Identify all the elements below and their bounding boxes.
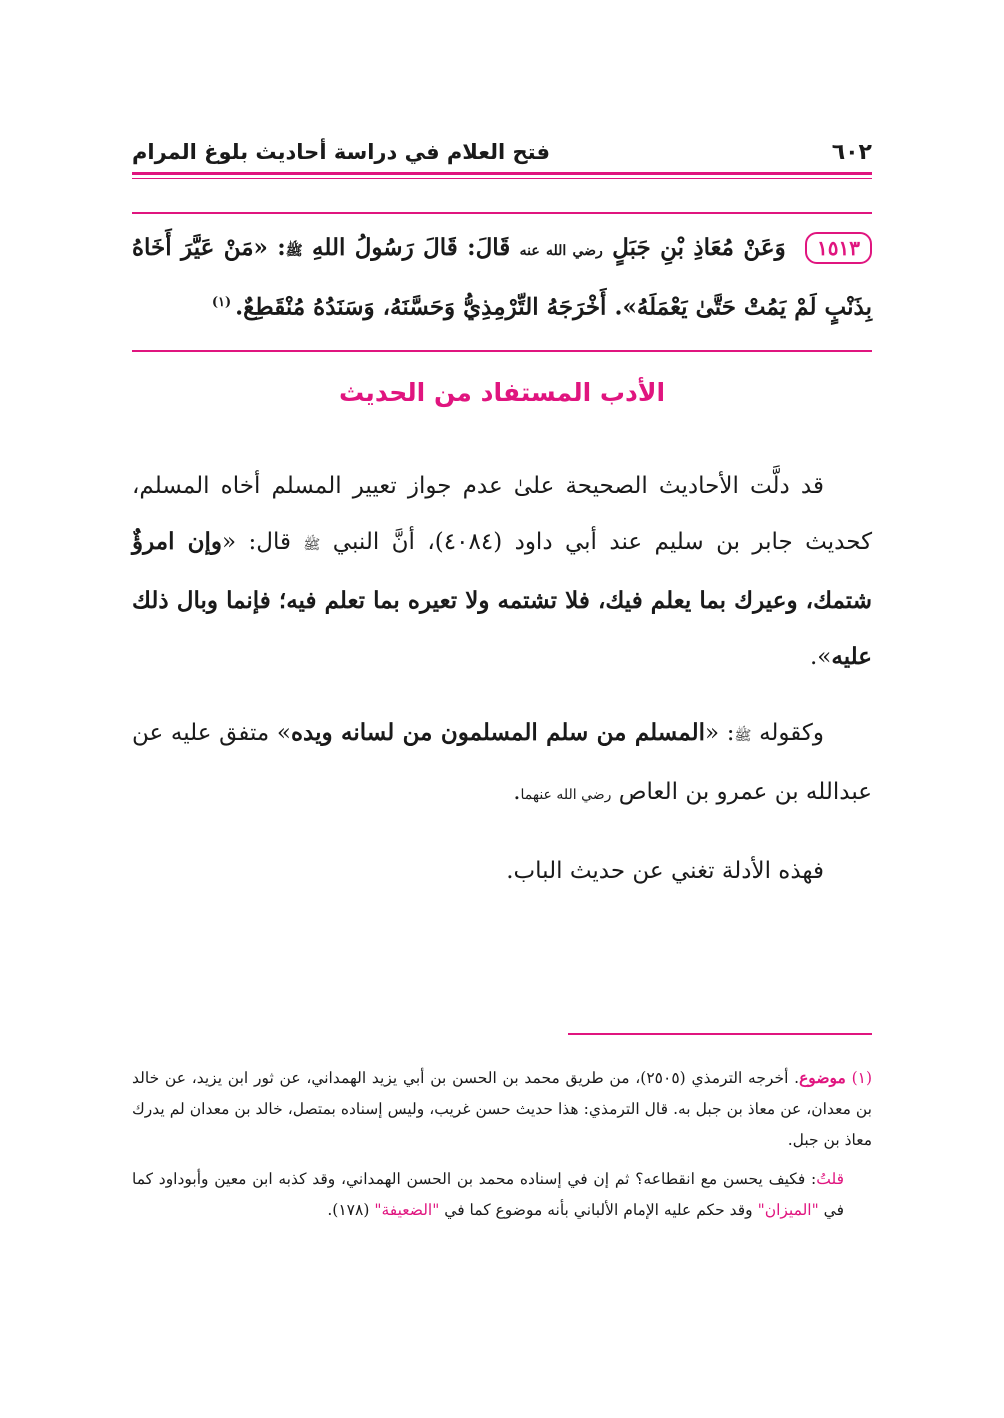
footnote-2-text-a: : فكيف يحسن مع انقطاعه؟ ثم إن في إسناده محمد بن الحسن الهمداني، وقد كذبه ابن معين وأبوداود كما في: [132, 1170, 844, 1219]
footnote-1: [132, 1062, 872, 1156]
p2-text-b: : «: [704, 720, 735, 746]
paragraph-1: [132, 458, 872, 685]
footnote-2-text-c: (١٧٨).: [327, 1201, 375, 1219]
footnotes: [132, 1062, 872, 1234]
p1-text-a: قد دلَّت الأحاديث الصحيحة علىٰ عدم جواز تعيير المسلم أخاه المسلم، كحديث جابر بن سليم عند أبي داود (٤٠٨٤)، أنَّ النبي: [132, 473, 873, 555]
footnote-2-ref-mizan: "الميزان": [757, 1201, 819, 1219]
paragraph-2: [132, 705, 872, 823]
p1-text-c: ».: [810, 644, 832, 670]
footnote-2: [132, 1164, 872, 1226]
p2-text-d: .: [513, 779, 521, 805]
honorific-salla: ﷺ: [734, 728, 752, 744]
footnote-1-label: موضوع: [799, 1068, 846, 1087]
p2-quote: المسلم من سلم المسلمون من لسانه ويده: [291, 719, 705, 746]
p2-text-c: » متفق عليه عن عبدالله بن عمرو بن العاص: [132, 720, 872, 805]
hadith-number-badge: ١٥١٣: [805, 232, 872, 264]
hadith-block: [132, 222, 872, 334]
honorific-salla: ﷺ: [303, 537, 321, 553]
hadith-rule-bottom: [132, 350, 872, 352]
page-header: [132, 132, 872, 172]
hadith-text-3: : «مَنْ عَيَّرَ أَخَاهُ بِذَنْبٍ لَمْ يَمُتْ حَتَّىٰ يَعْمَلَهُ». أَخْرَجَهُ التِّرْمِذِيُّ وَحَسَّنَهُ، وَسَنَدُهُ مُنْقَطِعٌ.: [132, 234, 872, 321]
p1-quote: وإن امرؤٌ شتمك، وعيرك بما يعلم فيك، فلا تشتمه ولا تعيره بما تعلم فيه؛ فإنما وبال ذلك عليه: [132, 528, 872, 670]
hadith-text-1: وَعَنْ مُعَاذِ بْنِ جَبَلٍ: [612, 234, 786, 261]
p2-text-a: وكقوله: [759, 720, 824, 746]
paragraph-3: فهذه الأدلة تغني عن حديث الباب.: [506, 858, 824, 884]
footnote-2-text-b: وقد حكم عليه الإمام الألباني بأنه موضوع كما في: [439, 1201, 758, 1219]
book-title: فتح العلام في دراسة أحاديث بلوغ المرام: [132, 140, 550, 164]
honorific-radiallahu: رضي الله عنه: [519, 243, 603, 259]
footnote-separator: [568, 1033, 872, 1035]
hadith-text-2: قَالَ: قَالَ رَسُولُ اللهِ: [312, 234, 511, 261]
footnote-1-number: (١): [851, 1069, 873, 1087]
footnote-reference[interactable]: (١): [211, 295, 232, 310]
header-rule-thick: [132, 172, 872, 175]
body-text: [132, 458, 872, 919]
page-number: ٦٠٢: [831, 139, 872, 165]
honorific-salla: ﷺ: [285, 243, 303, 259]
honorific-radiallahu-anhuma: رضي الله عنهما: [520, 787, 612, 803]
footnote-1-text: . أخرجه الترمذي (٢٥٠٥)، من طريق محمد بن الحسن بن أبي يزيد الهمداني، عن ثور ابن يزيد، عن خالد بن معدان، عن معاذ بن جبل به. قال الترمذي: هذا حديث حسن غريب، وليس إسناده بمتصل، خالد بن معدان لم يدرك معاذ بن جبل.: [132, 1069, 872, 1149]
footnote-2-ref-daifa: "الضعيفة": [374, 1201, 440, 1219]
hadith-rule-top: [132, 212, 872, 214]
section-title: الأدب المستفاد من الحديث: [338, 378, 666, 407]
p1-text-b: قال: «: [222, 529, 291, 555]
footnote-2-label: قلتُ: [816, 1170, 844, 1188]
header-rule-thin: [132, 178, 872, 179]
